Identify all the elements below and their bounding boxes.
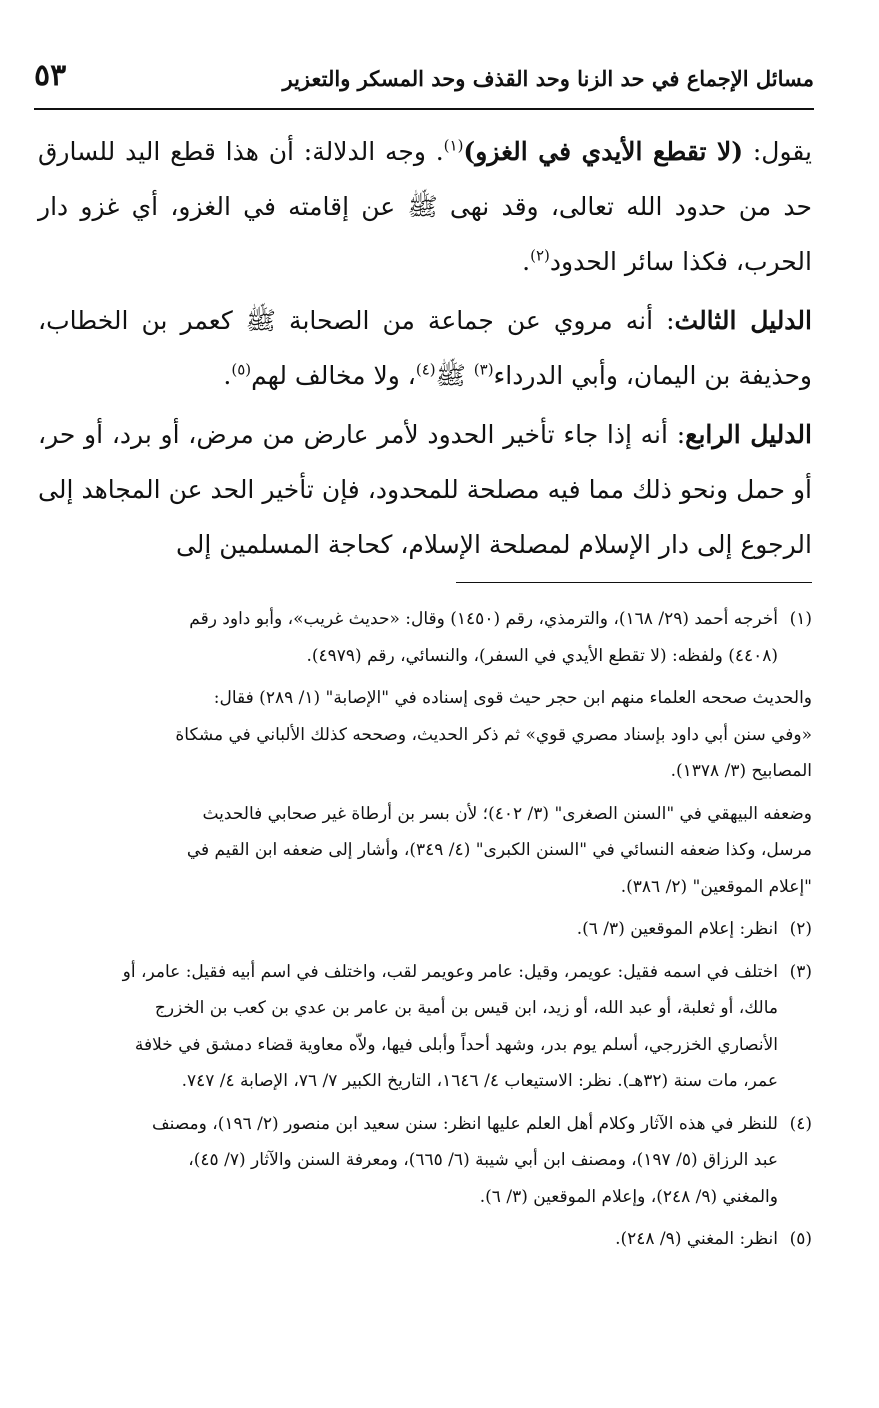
footnote-line: أخرجه أحمد (٢٩/ ١٦٨)، والترمذي، رقم (١٤٥٠) وقال: «حديث غريب»، وأبو داود رقم — [189, 609, 778, 629]
footnote-line: "إعلام الموقعين" (٢/ ٣٨٦). — [620, 876, 812, 897]
footnote-line: مالك، أو ثعلبة، أو عبد الله، أو زيد، ابن قيس بن أمية بن عامر بن عدي بن كعب بن الخزرج — [154, 998, 778, 1018]
running-title: مسائل الإجماع في حد الزنا وحد القذف وحد المسكر والتعزير — [282, 66, 814, 91]
footnote-number: (٢) — [789, 919, 812, 939]
evidence-four-label: الدليل الرابع — [685, 420, 812, 449]
footnote-3 — [38, 954, 812, 1100]
p1-text: . وجه الدلالة: أن هذا قطع اليد للسارق حد من حدود الله تعالى، وقد نهى ﷺ عن إقامته في الغزو، أي غزو دار الحرب، فكذا سائر الحدود — [38, 137, 812, 276]
footnote-number: (٤) — [789, 1113, 812, 1134]
p1-end: . — [522, 247, 531, 276]
footnote-1 — [38, 601, 812, 674]
footnote-line: والحديث صححه العلماء منهم ابن حجر حيث قوى إسناده في "الإصابة" (١/ ٢٨٩) فقال: — [213, 688, 812, 708]
paragraph-3 — [38, 407, 812, 572]
page-header — [34, 58, 814, 102]
footnote-rule — [456, 582, 812, 583]
footnote-line: اختلف في اسمه فقيل: عويمر، وقيل: عامر وعويمر لقب، واختلف في اسم أبيه فقيل: عامر، أو — [122, 961, 778, 982]
footnote-number: (١) — [789, 609, 812, 629]
paragraph-1 — [38, 124, 812, 289]
footnote-4 — [38, 1106, 812, 1216]
footnotes — [38, 601, 812, 1264]
paragraph-2 — [38, 293, 812, 403]
footnote-ref-5: (٥) — [231, 360, 252, 379]
p2-text-2: ﷺ — [435, 361, 474, 390]
footnote-2 — [38, 911, 812, 948]
footnote-line: عمر، مات سنة (٣٢هـ). نظر: الاستيعاب ٤/ ١٦٤٦، التاريخ الكبير ٧/ ٧٦، الإصابة ٤/ ٧٤٧. — [181, 1071, 778, 1091]
p2-text-3: ، ولا مخالف لهم — [251, 361, 416, 390]
p1-pre: يقول: — [743, 137, 812, 166]
footnote-ref-1: (١) — [443, 136, 464, 155]
p2-end: . — [223, 361, 232, 390]
footnote-number: (٥) — [789, 1229, 812, 1249]
footnote-line: (٤٤٠٨) ولفظه: (لا تقطع الأيدي في السفر)، والنسائي، رقم (٤٩٧٩). — [306, 645, 778, 666]
p2-text-1: : أنه مروي عن جماعة من الصحابة ﷺ كعمر بن الخطاب، وحذيفة بن اليمان، وأبي الدرداء — [38, 306, 812, 390]
footnote-ref-4: (٤) — [415, 360, 436, 379]
footnote-line: المصابيح (٣/ ١٣٧٨). — [670, 761, 812, 781]
footnote-1-continuation-2 — [38, 796, 812, 906]
footnote-line: انظر: إعلام الموقعين (٣/ ٦). — [576, 919, 778, 939]
footnote-line: انظر: المغني (٩/ ٢٤٨). — [615, 1229, 778, 1249]
footnote-line: عبد الرزاق (٥/ ١٩٧)، ومصنف ابن أبي شيبة (٦/ ٦٦٥)، ومعرفة السنن والآثار (٧/ ٤٥)، — [188, 1150, 778, 1170]
footnote-line: الأنصاري الخزرجي، أسلم يوم بدر، وشهد أحداً وأبلى فيها، ولاّه معاوية قضاء دمشق في خلافة — [134, 1034, 778, 1055]
footnote-1-continuation-1 — [38, 680, 812, 790]
footnote-line: «وفي سنن أبي داود بإسناد مصري قوي» ثم ذكر الحديث، وصححه كذلك الألباني في مشكاة — [175, 724, 812, 745]
footnote-line: والمغني (٩/ ٢٤٨)، وإعلام الموقعين (٣/ ٦). — [479, 1186, 778, 1207]
footnote-line: وضعفه البيهقي في "السنن الصغرى" (٣/ ٤٠٢)؛ لأن بسر بن أرطاة غير صحابي فالحديث — [202, 803, 812, 824]
evidence-three-label: الدليل الثالث — [674, 306, 812, 335]
footnote-5 — [38, 1221, 812, 1258]
footnote-line: للنظر في هذه الآثار وكلام أهل العلم عليها انظر: سنن سعيد ابن منصور (٢/ ١٩٦)، ومصنف — [152, 1113, 778, 1134]
footnote-line: مرسل، وكذا ضعفه النسائي في "السنن الكبرى" (٤/ ٣٤٩)، وأشار إلى ضعفه ابن القيم في — [186, 840, 812, 860]
header-rule — [34, 108, 814, 110]
footnote-ref-3: (٣) — [473, 360, 494, 379]
page-number: ٥٣ — [34, 58, 67, 93]
hadith-quote: (لا تقطع الأيدي في الغزو) — [463, 137, 744, 166]
main-text — [38, 124, 812, 576]
footnote-ref-2: (٢) — [530, 246, 550, 265]
p3-text: : أنه إذا جاء تأخير الحدود لأمر عارض من مرض، أو برد، أو حر، أو حمل ونحو ذلك مما فيه مصلحة للمحدود، فإن تأخير الحد عن المجاهد إلى الرجوع إلى دار الإسلام لمصلحة الإسلام، كحاجة المسلمين إلى — [38, 420, 812, 559]
footnote-number: (٣) — [789, 961, 812, 982]
